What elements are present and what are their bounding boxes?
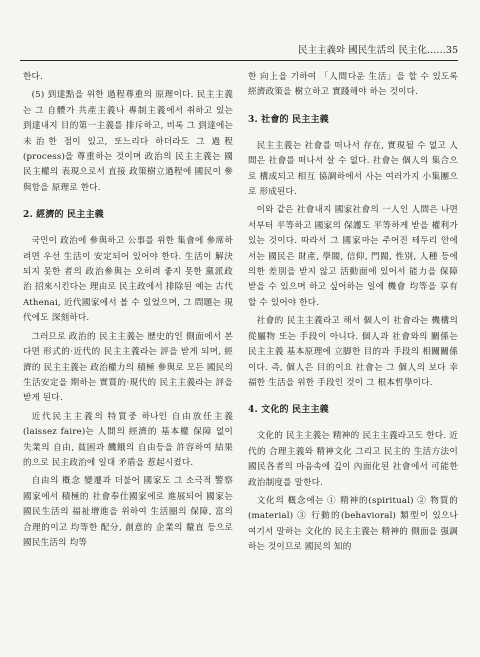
paragraph: 이와 같은 社會내지 國家社會의 一人인 人間은 나면서부터 平等하고 國家의 保護도 平等하게 받을 權利가 있는 것이다. 따라서 그 國家마는 주어진 테두리 안에서는 國民은 財產, 學閥, 信仰, 門閥, 性別, 人種 등에 의한 差別을 받지 않고 活動面에 있어서 能力을 保障받을 수 있으며 하고 싶어하는 일에 機會 均等을 享有할 수 있어야 한다. (248, 205, 458, 308)
running-header (20, 44, 458, 61)
running-title: 民主主義와 國民生活의 民主化……35 (298, 45, 458, 56)
paragraph: 社會的 民主主義라고 해서 個人이 社會라는 機構의 從屬物 또는 手段이 아니다. 個人과 社會와의 關係는 民主主義 基本原理에 立脚한 目的과 手段의 相關關係이다. 즉, 個人은 目的이요 社會는 그 個人의 보다 幸福한 生活을 위한 手段인 것이 그 根本哲學이다. (248, 316, 458, 388)
paragraph: 한다. (23, 72, 43, 82)
paragraph: 自由의 槪念 變遷과 더불어 國家도 그 소극적 警察國家에서 積極的 社會奉仕國家에로 進展되어 國家는 國民生活의 福祉增進을 위하여 生活圈의 保障, 富의 合理的이고 均等한 配分, 創意的 企業의 釐直 등으로 國民生活의 均等 (23, 476, 233, 548)
paragraph: 文化的 民主主義는 精神的 民主主義라고도 한다. 近代的 合理主義와 精神文化 그리고 民主的 生活方法이 國民各者의 마음속에 깊이 內面化된 社會에서 可能한 政治制度를 말한다. (248, 431, 458, 488)
paragraph: 국민이 政治에 參與하고 公事를 위한 集會에 參席하려면 우선 生活이 安定되어 있어야 한다. 生活이 解決되지 못한 者의 政治參與는 오히려 좋지 못한 黨派政治 招來시킨다는 理由로 民主政에서 排除된 예는 古代 Athenai, 近代國家에서 볼 수 있었으며, 그 問題는 現代에도 深刻하다. (23, 236, 233, 324)
paragraph: 近代民主主義의 特質중 하나인 自由放任主義(laissez faire)는 人間의 經濟的 基本權 保障 없이 失業의 自由, 貧困과 饑餓의 自由등을 許容하여 結果的으로 民主政治에 일대 矛盾을 惹起시켰다. (23, 411, 233, 468)
paragraph: 民主主義는 社會를 떠나서 存在, 實現될 수 없고 人間은 社會를 떠나서 살 수 없다. 社會는 個人의 集合으로 構成되고 相互 協調하에서 사는 여러가지 小集團으로 形成된다. (248, 140, 458, 198)
section-heading: 2. 經濟的 民主主義 (23, 210, 104, 221)
paragraph: (5) 到達點을 위한 過程尊重의 原理이다. 民主主義는 그 自體가 共產主義나 專制主義에서 취하고 있는 到達내지 目的第一主義를 排斥하고, 비록 그 到達에는 未治한 점이 있고, 또느리다 하더라도 그 過程(process)을 尊重하는 것이며 政治의 民主主義는 國民主權의 表現으로서 直接 政策樹立過程에 國民이 參與함을 原理로 한다. (23, 90, 233, 193)
left-column (23, 70, 233, 554)
section-heading: 4. 文化的 民主主義 (248, 405, 329, 416)
right-column (248, 70, 458, 559)
section-heading: 3. 社會的 民主主義 (248, 114, 329, 125)
paragraph: 文化의 槪念에는 ① 精神的(spiritual) ② 物質的(material) ③ 行動的(behavioral) 類型이 있으나 여기서 말하는 文化的 民主主義는 精神的 側面을 强調하는 것이므로 國民의 知的 (248, 495, 458, 553)
paragraph: 한 向上을 기하여 「人間다운 生活」을 할 수 있도록 經濟政策을 樹立하고 實踐해야 하는 것이다. (248, 72, 458, 98)
paragraph: 그러므로 政治的 民主主義는 歷史的인 側面에서 본다면 形式的·近代的 民主主義라는 評을 받게 되며, 經濟的 民主主義는 政治權力의 積極 參與로 모든 國民의 生活安定을 期하는 實質的·現代的 民主主義라는 評을 받게 된다. (23, 331, 233, 404)
